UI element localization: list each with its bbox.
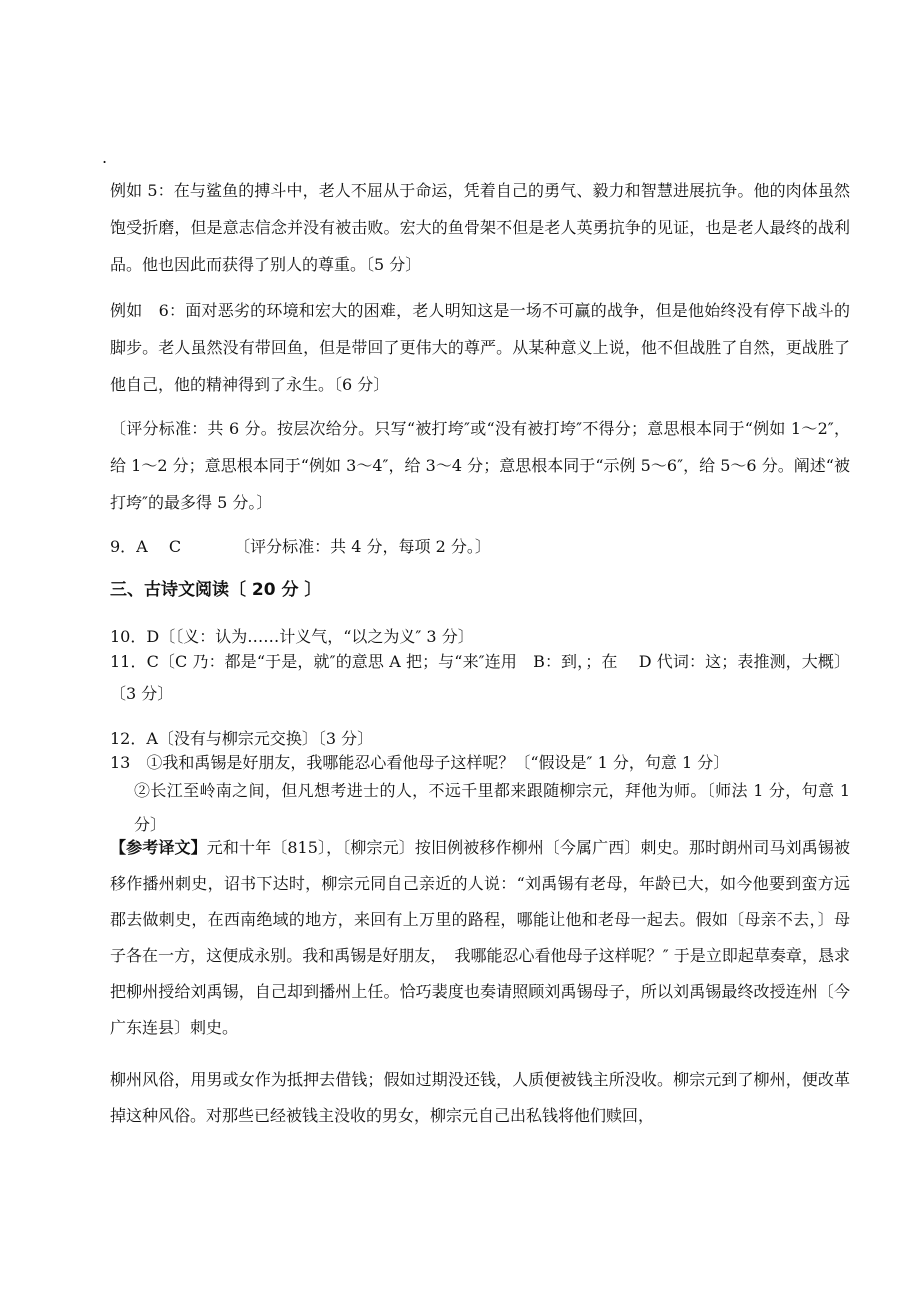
scoring-criteria-text: 〔评分标准：共 6 分。按层次给分。只写“被打垮″或“没有被打垮″不得分；意思根本同于“例如 1～2″，给 1～2 分；意思根本同于“例如 3～4″，给 3～4 分；意思根本同于“示例 5～6″，给 5～6 分。阐述“被打垮″的最多得 5 分。〕 (110, 419, 850, 512)
translation-p1-text: 元和十年〔815〕，〔柳宗元〕按旧例被移作柳州〔今属广西〕刺史。那时朗州司马刘禹锡被移作播州刺史，诏书下达时，柳宗元同自己亲近的人说：“刘禹锡有老母，年龄已大，如今他要到蛮方远郡去做刺史，在西南绝域的地方，来回有上万里的路程，哪能让他和老母一起去。假如〔母亲不去，〕母子各在一方，这便成永别。我和禹锡是好朋友， 我哪能忍心看他母子这样呢？″ 于是立即起草奏章，恳求把柳州授给刘禹锡，自己却到播州上任。恰巧裴度也奏请照顾刘禹锡母子，所以刘禹锡最终改授连州〔今广东连县〕刺史。 (110, 838, 850, 1037)
answer-13-line-2: ②长江至岭南之间，但凡想考进士的人，不远千里都来跟随柳宗元，拜他为师。〔师法 1 分，句意 1 分〕 (134, 781, 850, 834)
translation-p2-text: 柳州风俗，用男或女作为抵押去借钱；假如过期没还钱，人质便被钱主所没收。柳宗元到了柳州，便改革掉这种风俗。对那些已经被钱主没收的男女，柳宗元自己出私钱将他们赎回， (110, 1070, 850, 1125)
scoring-criteria-paragraph (110, 410, 850, 521)
example-6-text: 例如 6：面对恶劣的环境和宏大的困难，老人明知这是一场不可赢的战争，但是他始终没有停下战斗的脚步。老人虽然没有带回鱼，但是带回了更伟大的尊严。从某种意义上说，他不但战胜了自然，更战胜了他自己，他的精神得到了永生。〔6 分〕 (110, 301, 850, 394)
answer-10: 10．D〔〔义：认为……计义气，“以之为义″ 3 分〕 (110, 627, 474, 646)
translation-p1-wrapper (110, 830, 850, 1046)
translation-paragraph-1 (110, 830, 850, 1046)
translation-paragraph-2 (110, 1062, 850, 1134)
translation-label: 【参考译文】 (110, 838, 207, 857)
answer-11-paragraph (110, 646, 850, 710)
section-3-title: 三、古诗文阅读〔 20 分 〕 (110, 580, 322, 600)
example-6-paragraph (110, 292, 850, 403)
answer-12: 12．A〔没有与柳宗元交换〕〔3 分〕 (110, 729, 374, 748)
answer-11-text: 11．C〔C 乃：都是“于是，就″的意思 A 把；与“来″连用 B：到，；在 D 代词：这；表推测，大概〕〔3 分〕 (110, 652, 850, 703)
example-5-text: 例如 5：在与鲨鱼的搏斗中，老人不屈从于命运，凭着自己的勇气、毅力和智慧进展抗争。他的肉体虽然饱受折磨，但是意志信念并没有被击败。宏大的鱼骨架不但是老人英勇抗争的见证，也是老人最终的战利品。他也因此而获得了别人的尊重。〔5 分〕 (110, 181, 850, 274)
page-mark: . (102, 148, 108, 167)
answer-13-line-1: 13 ①我和禹锡是好朋友，我哪能忍心看他母子这样呢？〔“假设是″ 1 分，句意 1 分〕 (110, 753, 730, 772)
example-5-paragraph (110, 172, 850, 283)
answer-9: 9．A C 〔评分标准：共 4 分，每项 2 分。〕 (110, 537, 491, 556)
